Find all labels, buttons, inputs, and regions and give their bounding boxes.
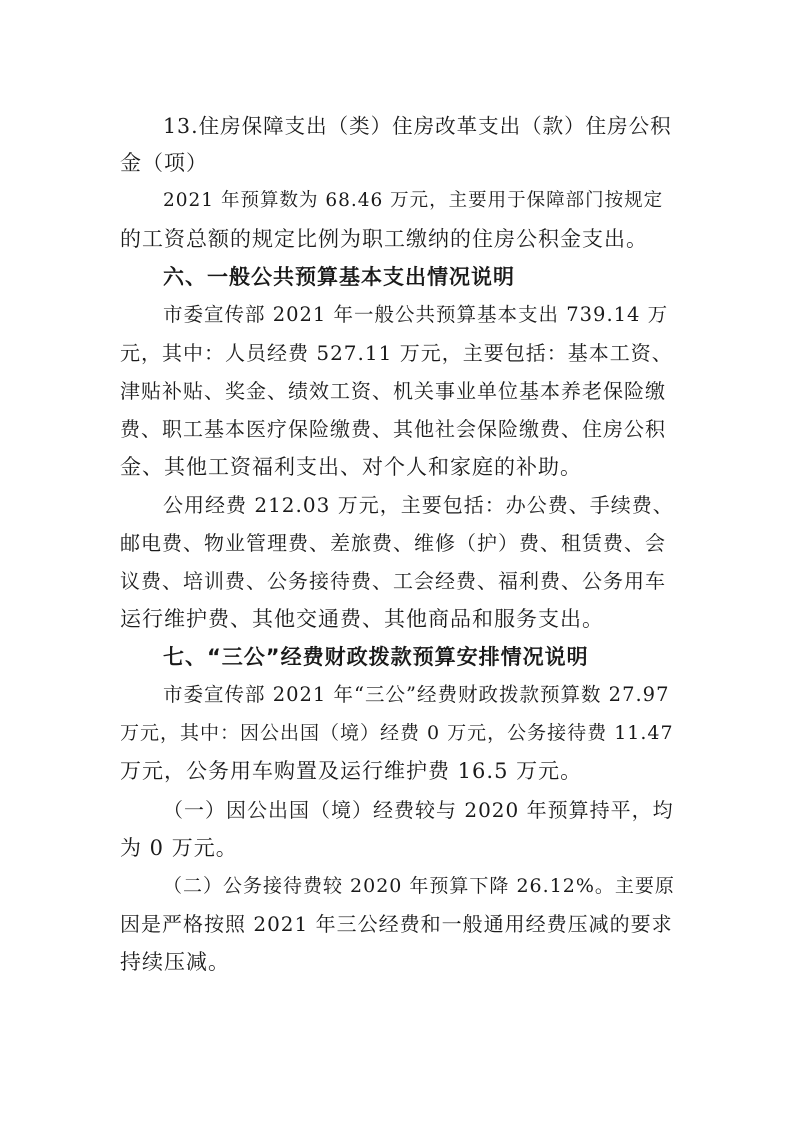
public-expenses-line-2: 邮电费、物业管理费、差旅费、维修（护）费、租赁费、会 <box>120 531 666 555</box>
reception-expense-line-3: 持续压减。 <box>120 950 230 974</box>
public-expenses-line-1: 公用经费 212.03 万元，主要包括：办公费、手续费、 <box>163 493 674 517</box>
basic-expenditure-line-3: 津贴补贴、奖金、绩效工资、机关事业单位基本养老保险缴 <box>120 379 666 403</box>
item-13-heading-line-1: 13.住房保障支出（类）住房改革支出（款）住房公积 <box>163 114 672 138</box>
basic-expenditure-line-1: 市委宣传部 2021 年一般公共预算基本支出 739.14 万 <box>163 303 669 326</box>
housing-fund-text-line-1: 2021 年预算数为 68.46 万元，主要用于保障部门按规定 <box>163 190 664 211</box>
section-7-heading: 七、“三公”经费财政拨款预算安排情况说明 <box>163 645 589 669</box>
basic-expenditure-line-2: 元，其中：人员经费 527.11 万元，主要包括：基本工资、 <box>120 341 673 365</box>
basic-expenditure-line-5: 金、其他工资福利支出、对个人和家庭的补助。 <box>120 455 582 479</box>
public-expenses-line-4: 运行维护费、其他交通费、其他商品和服务支出。 <box>120 607 604 631</box>
reception-expense-line-2: 因是严格按照 2021 年三公经费和一般通用经费压减的要求 <box>120 912 673 936</box>
overseas-expense-line-2: 为 0 万元。 <box>120 836 238 860</box>
overseas-expense-line-1: （一）因公出国（境）经费较与 2020 年预算持平，均 <box>163 798 674 822</box>
section-6-heading: 六、一般公共预算基本支出情况说明 <box>163 265 515 289</box>
housing-fund-text-line-2: 的工资总额的规定比例为职工缴纳的住房公积金支出。 <box>120 227 648 251</box>
item-13-heading-line-2: 金（项） <box>120 151 208 175</box>
three-public-line-3: 万元，公务用车购置及运行维护费 16.5 万元。 <box>120 759 583 783</box>
reception-expense-line-1: （二）公务接待费较 2020 年预算下降 26.12%。主要原 <box>163 875 675 897</box>
three-public-line-2: 万元，其中：因公出国（境）经费 0 万元，公务接待费 11.47 <box>120 722 674 744</box>
three-public-line-1: 市委宣传部 2021 年“三公”经费财政拨款预算数 27.97 <box>163 683 670 706</box>
public-expenses-line-3: 议费、培训费、公务接待费、工会经费、福利费、公务用车 <box>120 569 666 593</box>
basic-expenditure-line-4: 费、职工基本医疗保险缴费、其他社会保险缴费、住房公积 <box>120 417 666 441</box>
